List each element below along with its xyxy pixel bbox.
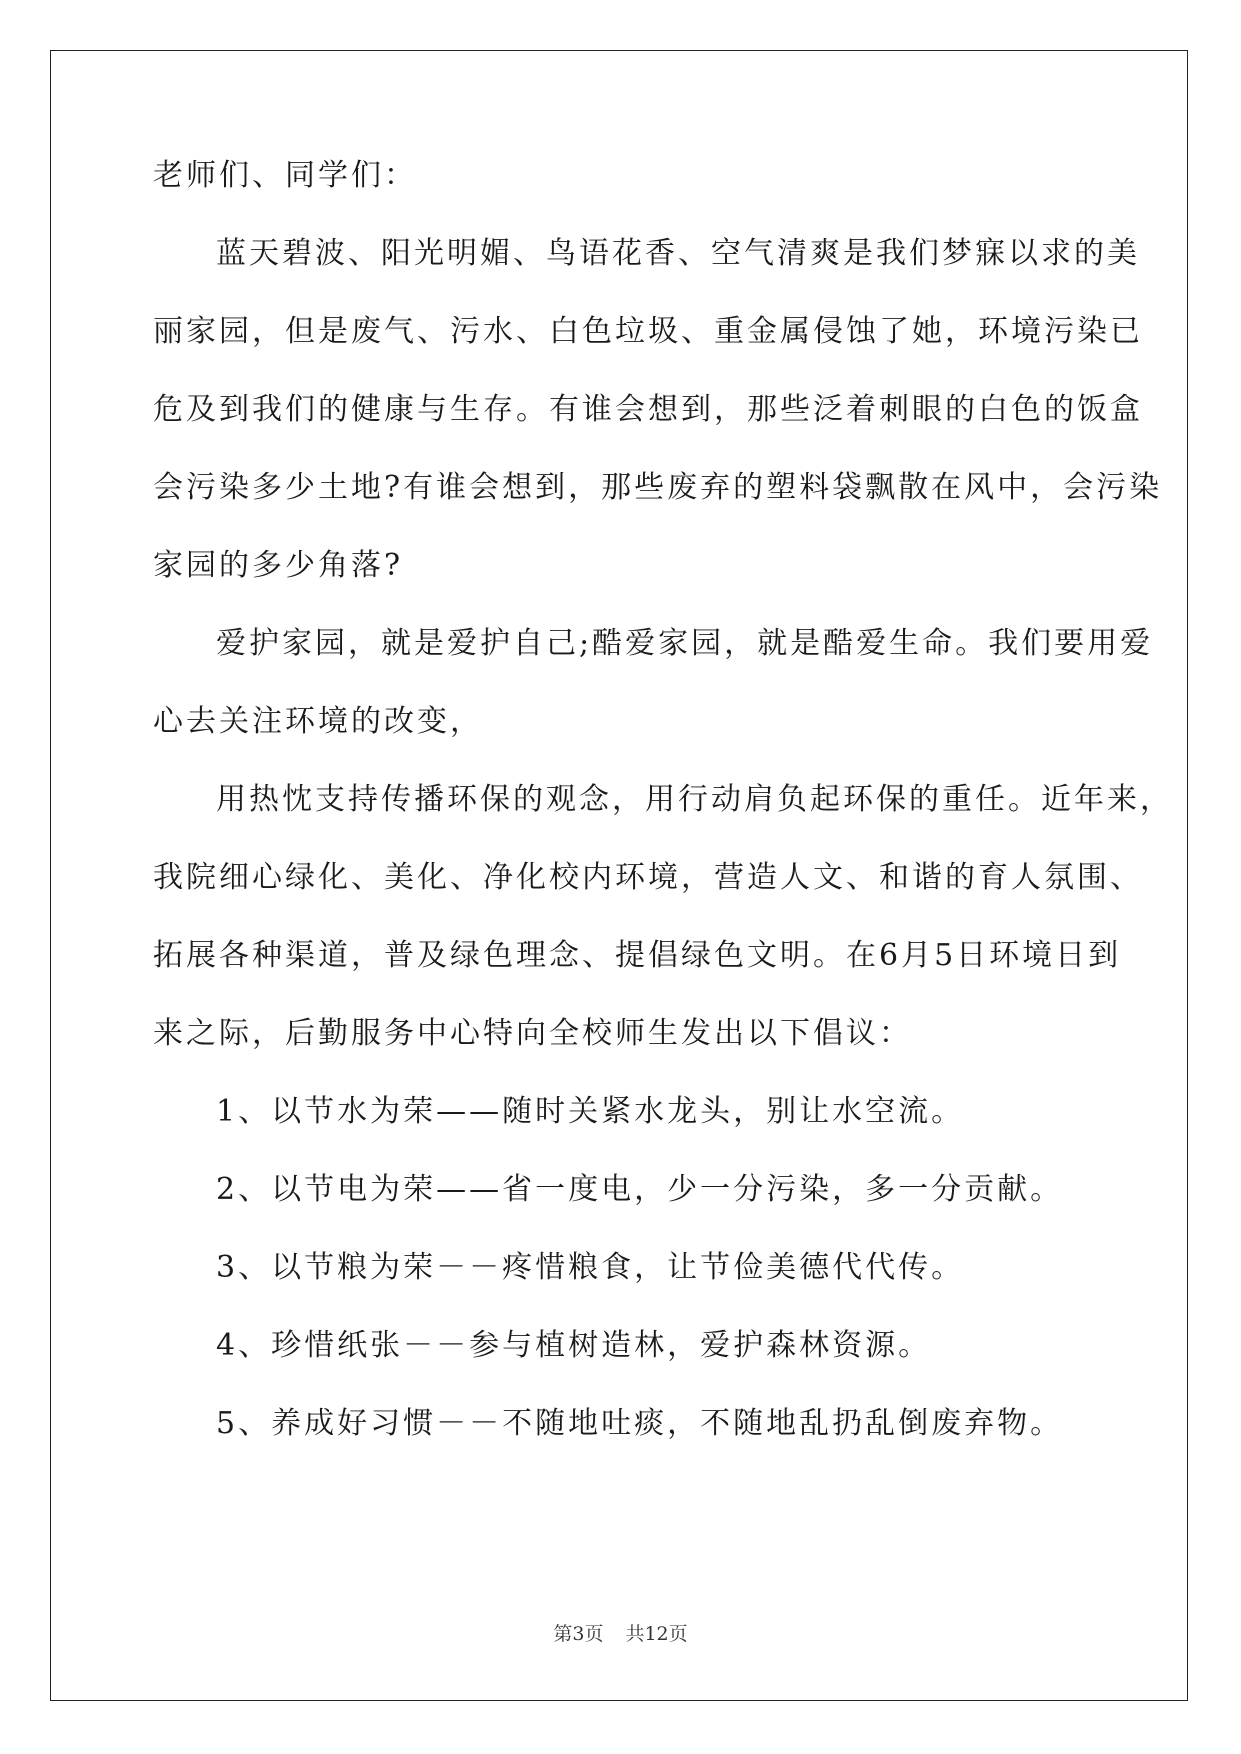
paragraph-1-line-4: 会污染多少土地?有谁会想到，那些废弃的塑料袋飘散在风中，会污染 <box>153 470 1163 505</box>
paragraph-1-line-3: 危及到我们的健康与生存。有谁会想到，那些泛着刺眼的白色的饭盒 <box>153 392 1143 427</box>
paragraph-2-line-1: 爱护家园，就是爱护自己;酷爱家园，就是酷爱生命。我们要用爱 <box>216 626 1154 661</box>
paragraph-3-line-2: 我院细心绿化、美化、净化校内环境，营造人文、和谐的育人氛围、 <box>153 860 1143 895</box>
salutation: 老师们、同学们： <box>153 158 417 193</box>
page-number: 第3页 <box>553 1623 604 1645</box>
paragraph-1-line-1: 蓝天碧波、阳光明媚、鸟语花香、空气清爽是我们梦寐以求的美 <box>216 236 1140 271</box>
document-body <box>153 158 1173 1441</box>
paragraph-1-line-2: 丽家园，但是废气、污水、白色垃圾、重金属侵蚀了她，环境污染已 <box>153 314 1143 349</box>
paragraph-3-line-3: 拓展各种渠道，普及绿色理念、提倡绿色文明。在6月5日环境日到 <box>153 938 1122 973</box>
paragraph-2-line-2: 心去关注环境的改变， <box>153 704 483 739</box>
proposal-3: 3、以节粮为荣－－疼惜粮食，让节俭美德代代传。 <box>216 1250 965 1285</box>
paragraph-1-line-5: 家园的多少角落? <box>153 548 404 583</box>
paragraph-3-line-4: 来之际，后勤服务中心特向全校师生发出以下倡议： <box>153 1016 912 1051</box>
page-total: 共12页 <box>625 1623 688 1645</box>
proposal-4: 4、珍惜纸张－－参与植树造林，爱护森林资源。 <box>216 1328 932 1363</box>
proposal-5: 5、养成好习惯－－不随地吐痰，不随地乱扔乱倒废弃物。 <box>216 1406 1064 1441</box>
paragraph-3-line-1: 用热忱支持传播环保的观念，用行动肩负起环保的重任。近年来， <box>216 782 1173 817</box>
proposal-2: 2、以节电为荣——省一度电，少一分污染，多一分贡献。 <box>216 1172 1064 1207</box>
page-footer <box>0 1622 1241 1646</box>
proposal-1: 1、以节水为荣——随时关紧水龙头，别让水空流。 <box>216 1094 965 1129</box>
